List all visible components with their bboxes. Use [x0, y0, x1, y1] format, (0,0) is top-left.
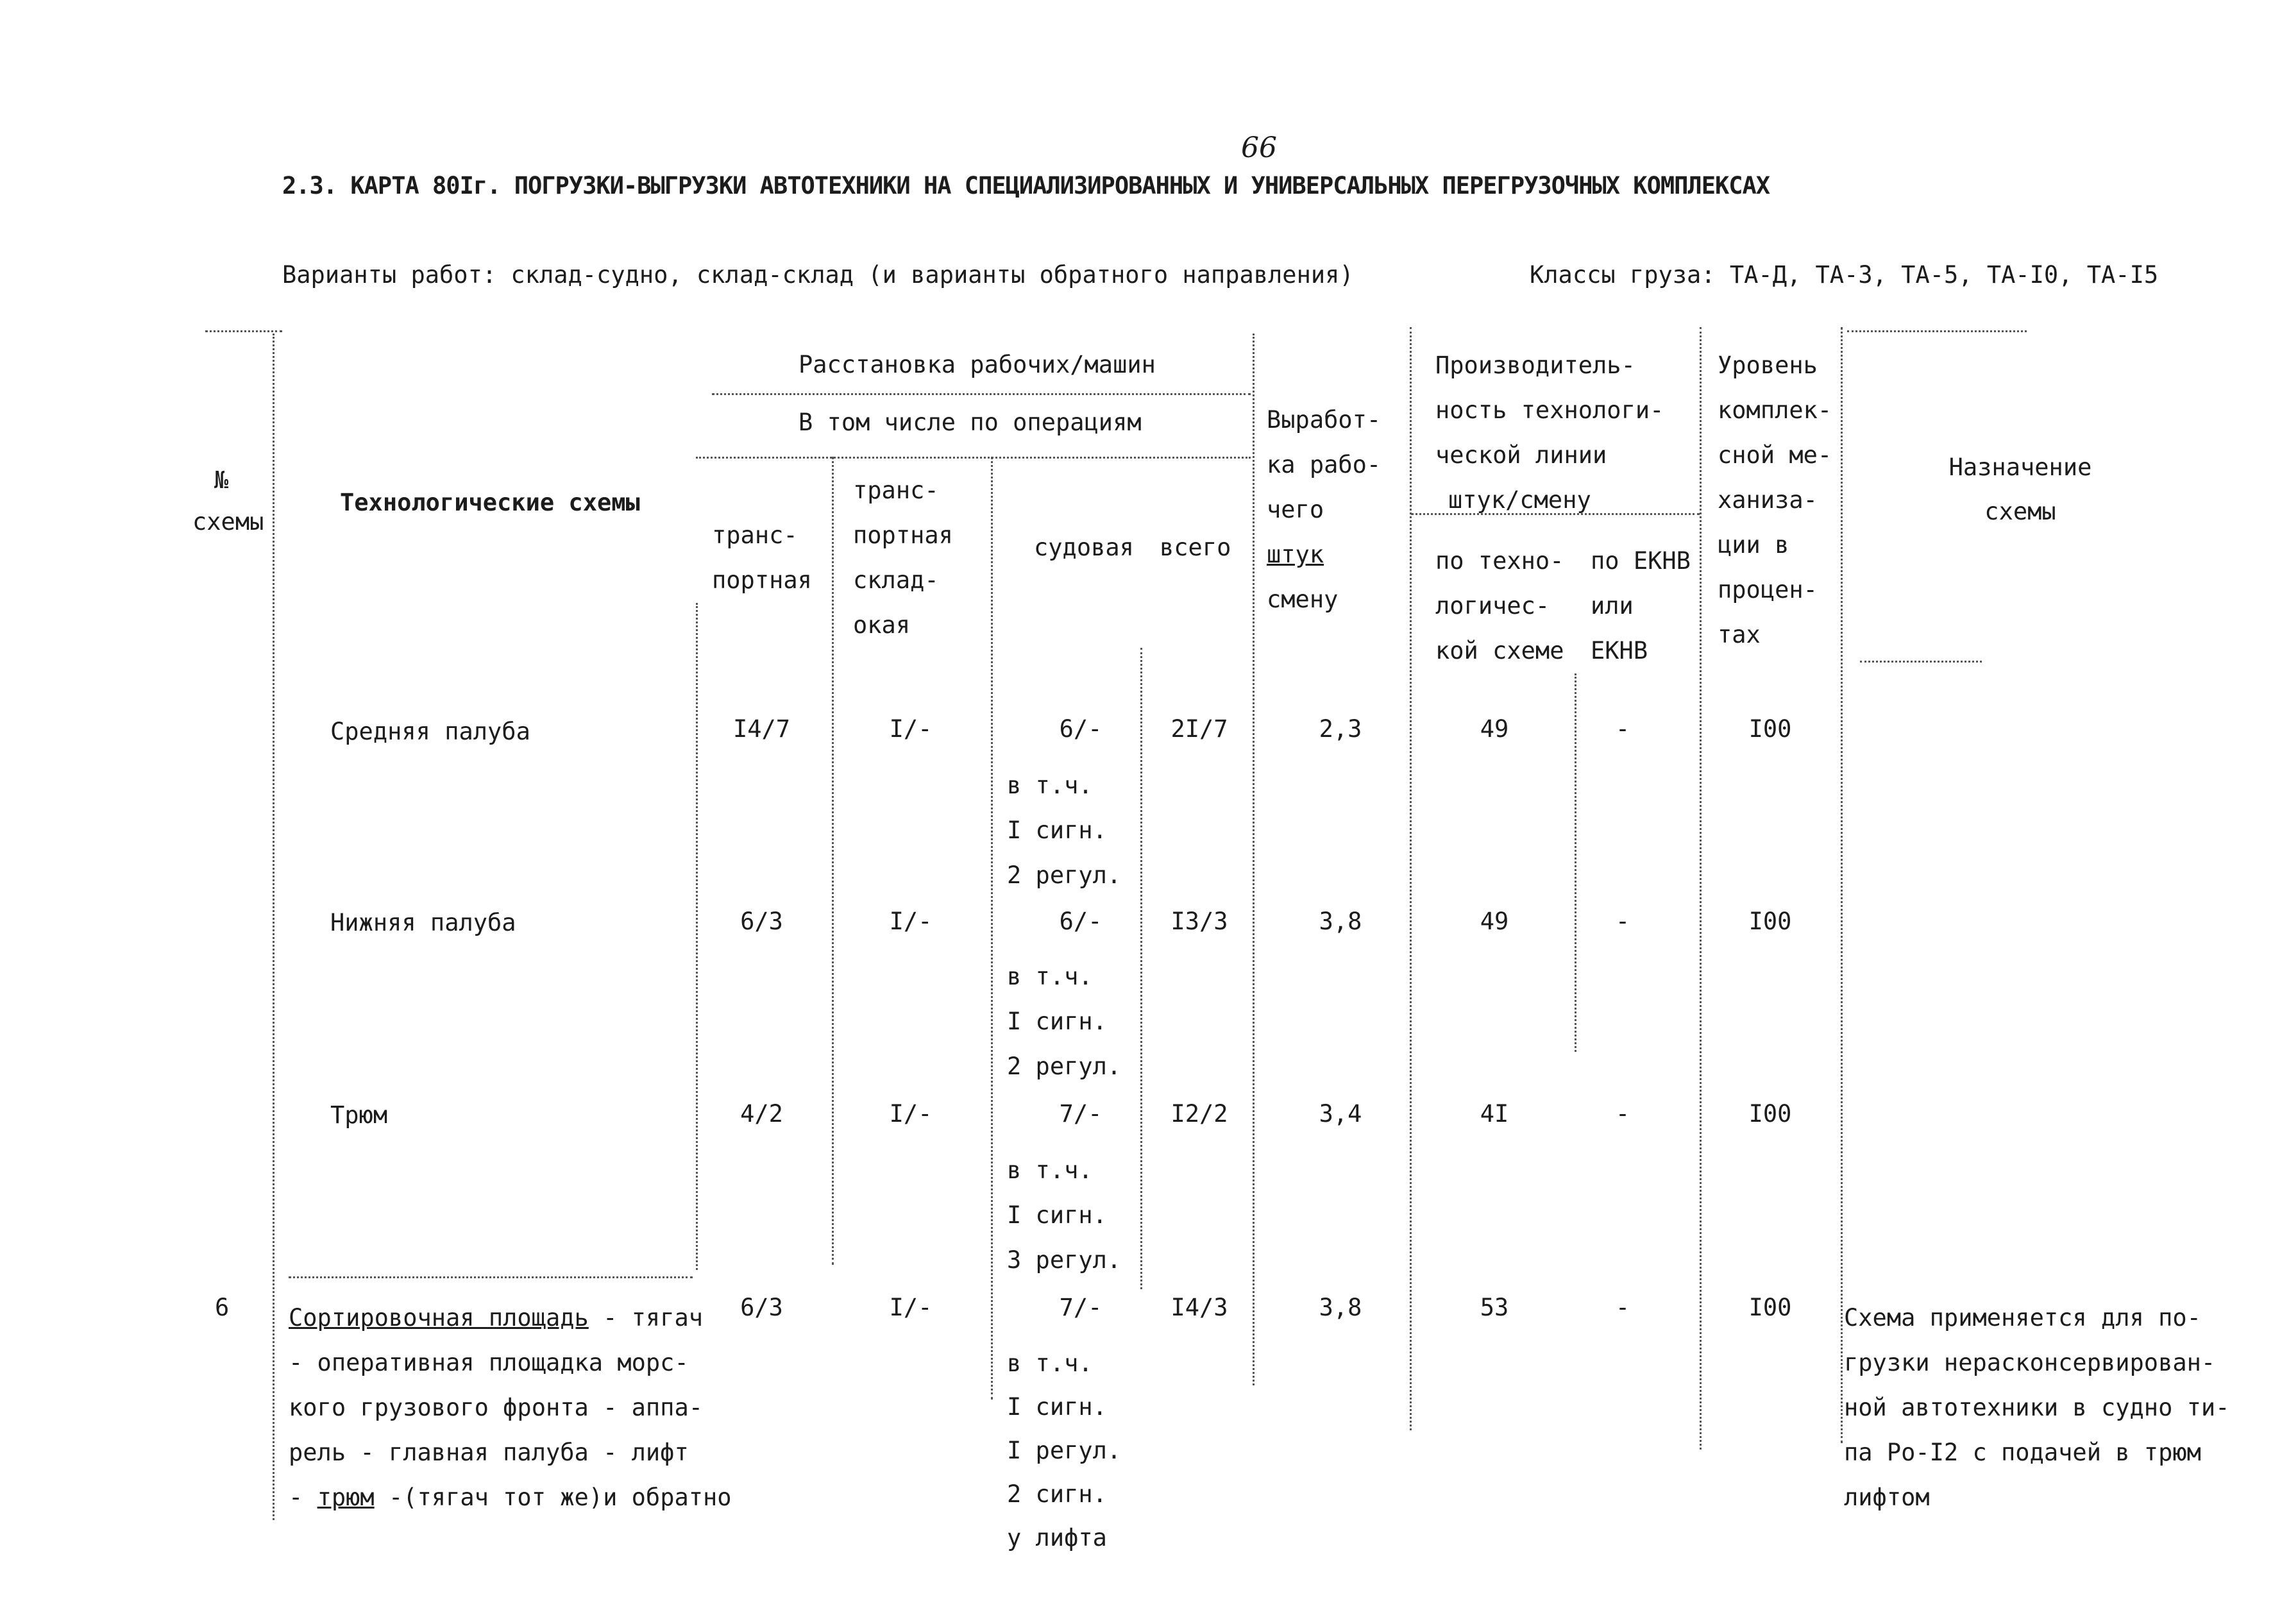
note-line: I сигн. [1007, 816, 1107, 844]
table-rule [205, 330, 282, 332]
scheme-text: - [289, 1484, 317, 1511]
header-text: логичес- [1435, 592, 1550, 620]
table-rule [712, 393, 1251, 395]
header-text: ческой линии [1435, 441, 1607, 469]
header-mechanization-level [1718, 343, 1832, 657]
header-num [192, 466, 264, 536]
header-text: чего [1267, 496, 1324, 523]
row-total: I4/3 [1170, 1294, 1228, 1321]
row-scheme: Средняя палуба [330, 718, 530, 745]
header-purpose [1937, 455, 2104, 523]
header-text: ЕКНВ [1591, 637, 1648, 664]
row-transport: 6/3 [740, 908, 783, 935]
row-total: I2/2 [1170, 1100, 1228, 1128]
header-text: по техно- [1435, 547, 1564, 575]
header-text: ханиза- [1718, 486, 1818, 514]
purpose-line: грузки нерасконсервирован- [1844, 1349, 2216, 1376]
row-ship: 7/- [1059, 1294, 1103, 1321]
row-level: I00 [1748, 908, 1792, 935]
note-line: I регул. [1007, 1437, 1122, 1464]
row-prod-eknv: - [1615, 908, 1630, 935]
table-rule [1253, 334, 1255, 1385]
document-title: 2.3. КАРТА 80Iг. ПОГРУЗКИ-ВЫГРУЗКИ АВТОТЕХНИКИ НА СПЕЦИАЛИЗИРОВАННЫХ И УНИВЕРСАЛЬНЫХ ПЕРЕГРУЗОЧНЫХ КОМПЛЕКСАХ [282, 172, 1770, 199]
note-line: I сигн. [1007, 1201, 1107, 1229]
scheme-text: рель - главная палуба - лифт [289, 1439, 689, 1466]
header-text: кой схеме [1435, 637, 1564, 664]
header-prod-tech [1435, 539, 1564, 673]
header-text: окая [853, 611, 911, 639]
table-rule [1140, 648, 1142, 1289]
row-ship-notes [1007, 763, 1121, 898]
scheme-text: - оперативная площадка морс- [289, 1349, 689, 1376]
header-transport [712, 513, 812, 603]
header-text: транс- [853, 477, 939, 504]
row-level: I00 [1748, 715, 1792, 743]
table-rule [1410, 327, 1412, 1430]
header-text: Уровень [1718, 351, 1818, 379]
row-level: I00 [1748, 1294, 1792, 1321]
header-text: портная [853, 521, 953, 549]
header-text: смену [1267, 586, 1339, 613]
note-line: у лифта [1007, 1524, 1107, 1552]
table-rule [696, 603, 698, 1270]
row-prod-tech: 4I [1480, 1100, 1509, 1128]
row-output: 2,3 [1319, 715, 1362, 743]
purpose-line: ной автотехники в судно ти- [1844, 1394, 2230, 1421]
table-rule [696, 457, 1251, 459]
row-ship: 6/- [1059, 908, 1103, 935]
header-text: Производитель- [1435, 351, 1635, 379]
header-text: склад- [853, 566, 939, 594]
row-transport-warehouse: I/- [889, 1294, 933, 1321]
table-rule [991, 457, 993, 1400]
header-text: тах [1718, 621, 1761, 648]
row-prod-eknv: - [1615, 1100, 1630, 1128]
header-text: ка рабо- [1267, 451, 1382, 478]
row-scheme: Трюм [330, 1101, 388, 1129]
row-transport: 6/3 [740, 1294, 783, 1321]
row-ship-notes [1007, 1342, 1121, 1560]
header-text: комплек- [1718, 396, 1832, 424]
header-text: ции в [1718, 531, 1789, 559]
table-rule [289, 1276, 693, 1278]
row-purpose [1844, 1296, 2229, 1520]
row-prod-tech: 49 [1480, 715, 1509, 743]
header-text: ность технологи- [1435, 396, 1664, 424]
note-line: 2 регул. [1007, 1053, 1122, 1080]
work-variants: Варианты работ: склад-судно, склад-склад (и варианты обратного направления) [282, 261, 1354, 289]
header-text: № [214, 466, 229, 494]
purpose-line: лифтом [1844, 1484, 1930, 1511]
header-text: портная [712, 566, 812, 594]
row-total: 2I/7 [1170, 715, 1228, 743]
header-text: по ЕКНВ [1591, 547, 1691, 575]
table-rule [1841, 327, 1843, 1443]
header-text: штук [1267, 541, 1324, 568]
scheme-text: - тягач [588, 1304, 704, 1332]
header-text: схемы [192, 508, 264, 536]
header-text: Выработ- [1267, 406, 1382, 434]
purpose-line: Схема применяется для по- [1844, 1304, 2201, 1332]
scheme-text: кого грузового фронта - аппа- [289, 1394, 704, 1421]
table-rule [1700, 327, 1702, 1450]
note-line: I сигн. [1007, 1008, 1107, 1035]
row-transport-warehouse: I/- [889, 908, 933, 935]
header-incl-ops: В том числе по операциям [799, 409, 1142, 436]
note-line: в т.ч. [1007, 772, 1093, 799]
table-rule [1847, 330, 2027, 332]
scheme-text: -(тягач тот же)и обратно [374, 1484, 732, 1511]
table-rule [273, 334, 275, 1520]
header-text: процен- [1718, 576, 1818, 604]
row-output: 3,4 [1319, 1100, 1362, 1128]
cargo-classes: Классы груза: ТА-Д, ТА-3, ТА-5, ТА-I0, ТА-I5 [1530, 261, 2159, 289]
header-productivity [1435, 343, 1664, 523]
note-line: в т.ч. [1007, 1156, 1093, 1184]
note-line: в т.ч. [1007, 1349, 1093, 1377]
row-ship: 7/- [1059, 1100, 1103, 1128]
header-placement: Расстановка рабочих/машин [799, 351, 1156, 378]
row-scheme: Нижняя палуба [330, 909, 516, 936]
scheme-text: трюм [317, 1484, 375, 1511]
header-text: штук/смену [1448, 486, 1591, 514]
table-rule [1575, 673, 1576, 1052]
row-transport-warehouse: I/- [889, 715, 933, 743]
table-rule [832, 457, 834, 1265]
header-text: Назначение [1948, 453, 2092, 481]
header-output [1267, 398, 1381, 622]
row-ship-notes [1007, 954, 1121, 1089]
row-prod-tech: 53 [1480, 1294, 1509, 1321]
row-prod-eknv: - [1615, 715, 1630, 743]
purpose-line: па Ро-I2 с подачей в трюм [1844, 1439, 2201, 1466]
row-ship: 6/- [1059, 715, 1103, 743]
row-output: 3,8 [1319, 1294, 1362, 1321]
header-text: схемы [1984, 498, 2056, 525]
row-total: I3/3 [1170, 908, 1228, 935]
row-prod-tech: 49 [1480, 908, 1509, 935]
header-prod-eknv [1591, 539, 1691, 673]
header-schemes: Технологические схемы [340, 489, 640, 516]
table-rule [1860, 661, 1982, 663]
header-text: транс- [712, 521, 798, 549]
header-total: всего [1160, 534, 1231, 561]
row-level: I00 [1748, 1100, 1792, 1128]
header-transport-warehouse [853, 468, 953, 648]
note-line: в т.ч. [1007, 963, 1093, 990]
row-transport: I4/7 [732, 715, 791, 743]
row-prod-eknv: - [1615, 1294, 1630, 1321]
header-text: сной ме- [1718, 441, 1832, 469]
note-line: I сигн. [1007, 1393, 1107, 1421]
row-ship-notes [1007, 1148, 1121, 1283]
row-transport-warehouse: I/- [889, 1100, 933, 1128]
header-text: или [1591, 592, 1634, 620]
header-ship: судовая [1034, 534, 1134, 561]
row-scheme [289, 1296, 732, 1520]
page-number: 66 [1241, 131, 1277, 164]
row-output: 3,8 [1319, 908, 1362, 935]
note-line: 2 сигн. [1007, 1480, 1107, 1508]
row-num: 6 [215, 1294, 230, 1321]
row-transport: 4/2 [740, 1100, 783, 1128]
note-line: 2 регул. [1007, 861, 1122, 889]
scheme-text: Сортировочная площадь [289, 1304, 589, 1332]
note-line: 3 регул. [1007, 1246, 1122, 1274]
